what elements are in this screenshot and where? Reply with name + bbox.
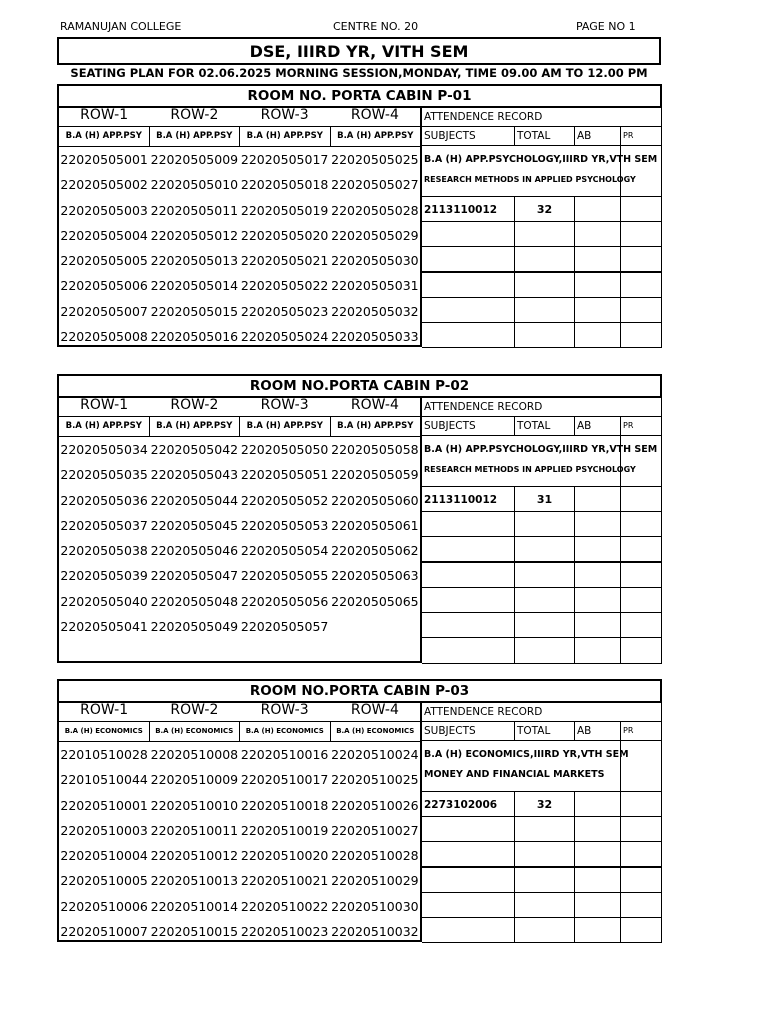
roll-number: 22020505063 xyxy=(331,568,419,584)
blank-cell xyxy=(620,841,662,867)
blank-cell xyxy=(422,246,515,272)
roll-number: 22020505043 xyxy=(150,467,239,483)
roll-number: 22020505054 xyxy=(240,543,329,559)
roll-number: 22020505053 xyxy=(240,517,329,533)
blank-cell xyxy=(514,892,575,918)
roll-number: 22020510032 xyxy=(331,924,419,940)
seat-row xyxy=(59,538,420,563)
blank-cell xyxy=(620,511,662,537)
blank-cell xyxy=(514,221,575,247)
blank-cell xyxy=(620,322,662,348)
attendance-record-label: ATTENDENCE RECORD xyxy=(422,701,662,722)
blank-cell xyxy=(574,536,621,562)
row-label: ROW-1 xyxy=(80,397,129,413)
roll-number: 22020505035 xyxy=(60,467,148,483)
seat-row xyxy=(59,172,420,197)
roll-number: 22010510028 xyxy=(60,747,148,762)
roll-number: 22020505039 xyxy=(60,568,148,584)
roll-number: 22020505022 xyxy=(240,278,329,294)
blank-cell xyxy=(514,297,575,323)
roll-number: 22020505029 xyxy=(331,227,419,243)
room-title: ROOM NO. PORTA CABIN P-01 xyxy=(57,84,662,108)
course-headers xyxy=(59,127,420,147)
pr-value-cell xyxy=(620,486,662,512)
roll-number: 22020505014 xyxy=(150,278,239,294)
blank-cell xyxy=(422,867,515,893)
roll-number: 22020505011 xyxy=(150,202,239,218)
roll-number: 22020510004 xyxy=(60,848,148,864)
total-heading: TOTAL xyxy=(514,416,575,436)
blank-cell xyxy=(574,297,621,323)
course-headers xyxy=(59,417,420,437)
room-grid xyxy=(57,701,662,942)
roll-number: 22020505059 xyxy=(331,467,419,483)
blank-cell xyxy=(422,841,515,867)
blank-cell xyxy=(620,867,662,893)
blank-cell xyxy=(620,612,662,638)
ab-value-cell xyxy=(574,791,621,817)
roll-number xyxy=(240,639,330,664)
roll-number: 22020505007 xyxy=(60,303,148,319)
paper-code-cell: 2113110012 xyxy=(422,486,515,512)
subject-name-cell: MONEY AND FINANCIAL MARKETS xyxy=(422,765,621,791)
blank-cell xyxy=(422,816,515,842)
roll-number: 22020505001 xyxy=(60,152,148,167)
roll-number: 22020510012 xyxy=(150,848,239,864)
blank-cell xyxy=(620,221,662,247)
roll-number: 22020510025 xyxy=(331,772,419,788)
total-value-cell: 32 xyxy=(514,791,575,817)
roll-number: 22020510029 xyxy=(331,873,419,889)
roll-number: 22020505030 xyxy=(331,253,419,269)
blank-cell xyxy=(574,867,621,893)
blank-cell xyxy=(574,612,621,638)
blank-cell xyxy=(574,246,621,272)
pr-value-cell xyxy=(620,196,662,222)
pr-block xyxy=(620,435,662,487)
roll-number: 22020510009 xyxy=(150,772,239,788)
roll-number: 22020505052 xyxy=(240,492,329,508)
total-heading: TOTAL xyxy=(514,721,575,741)
roll-number: 22020510024 xyxy=(331,747,419,762)
roll-number: 22020505032 xyxy=(331,303,419,319)
course-header: B.A (H) APP.PSY xyxy=(59,417,150,436)
blank-cell xyxy=(422,536,515,562)
roll-number: 22020510019 xyxy=(240,822,329,838)
pr-heading: PR xyxy=(620,416,662,436)
total-value-cell: 31 xyxy=(514,486,575,512)
seat-row xyxy=(59,742,420,767)
roll-number: 22020510011 xyxy=(150,822,239,838)
blank-cell xyxy=(620,562,662,588)
blank-cell xyxy=(514,511,575,537)
paper-code-cell: 2273102006 xyxy=(422,791,515,817)
seat-row xyxy=(59,513,420,538)
roll-number: 22020505020 xyxy=(240,227,329,243)
row-label: ROW-1 xyxy=(80,702,129,718)
blank-cell xyxy=(514,536,575,562)
room-grid xyxy=(57,106,662,347)
blank-cell xyxy=(574,511,621,537)
seat-row xyxy=(59,437,420,462)
attendance-record-label: ATTENDENCE RECORD xyxy=(422,106,662,127)
blank-cell xyxy=(574,637,621,663)
blank-cell xyxy=(422,892,515,918)
roll-number: 22020510021 xyxy=(240,873,329,889)
blank-cell xyxy=(422,917,515,943)
seat-row xyxy=(59,639,420,664)
blank-cell xyxy=(620,297,662,323)
roll-number: 22020505051 xyxy=(240,467,329,483)
course-header: B.A (H) ECONOMICS xyxy=(336,727,415,735)
course-header: B.A (H) APP.PSY xyxy=(337,131,414,141)
room-p03 xyxy=(57,679,662,940)
pr-block xyxy=(620,145,662,197)
row-label: ROW-2 xyxy=(170,702,219,718)
row-labels xyxy=(59,106,420,127)
roll-number: 22020505006 xyxy=(60,278,148,294)
row-label: ROW-3 xyxy=(260,702,309,718)
roll-number: 22020505009 xyxy=(150,152,239,167)
subject-course-cell: B.A (H) ECONOMICS,IIIRD YR,VTH SEM xyxy=(422,740,621,766)
row-label: ROW-2 xyxy=(170,397,219,413)
blank-cell xyxy=(514,816,575,842)
course-header: B.A (H) APP.PSY xyxy=(150,417,241,436)
subjects-heading: SUBJECTS xyxy=(422,416,515,436)
seat-row xyxy=(59,843,420,868)
roll-number: 22020505037 xyxy=(60,517,148,533)
subject-name-cell: RESEARCH METHODS IN APPLIED PSYCHOLOGY xyxy=(422,170,621,196)
seat-row xyxy=(59,299,420,324)
row-labels xyxy=(59,396,420,417)
roll-number: 22020505062 xyxy=(331,543,419,559)
row-label: ROW-3 xyxy=(260,107,309,123)
page-title: DSE, IIIRD YR, VITH SEM xyxy=(57,37,661,65)
seat-block xyxy=(57,106,422,347)
roll-number: 22020510022 xyxy=(240,898,329,914)
seat-block xyxy=(57,396,422,663)
ab-heading: AB xyxy=(574,126,621,146)
row-labels xyxy=(59,701,420,722)
room-grid xyxy=(57,396,662,663)
centre-number: CENTRE NO. 20 xyxy=(333,20,419,33)
blank-cell xyxy=(620,536,662,562)
attendance-record xyxy=(422,106,662,347)
row-label: ROW-3 xyxy=(260,397,309,413)
roll-number: 22020510008 xyxy=(150,747,239,762)
roll-number: 22020505003 xyxy=(60,202,148,218)
roll-number: 22020505056 xyxy=(240,593,329,609)
paper-code-cell: 2113110012 xyxy=(422,196,515,222)
roll-number: 22020505023 xyxy=(240,303,329,319)
roll-number: 22020505004 xyxy=(60,227,148,243)
seat-row xyxy=(59,589,420,614)
blank-cell xyxy=(422,322,515,348)
course-header: B.A (H) APP.PSY xyxy=(240,417,331,436)
blank-cell xyxy=(620,637,662,663)
blank-cell xyxy=(620,587,662,613)
ab-value-cell xyxy=(574,196,621,222)
blank-cell xyxy=(514,917,575,943)
roll-number: 22020505027 xyxy=(331,177,419,193)
blank-cell xyxy=(422,297,515,323)
roll-number: 22020510018 xyxy=(240,797,329,813)
pr-block xyxy=(620,740,662,792)
roll-number: 22020505028 xyxy=(331,202,419,218)
roll-number: 22020505034 xyxy=(60,442,148,457)
roll-number: 22020505041 xyxy=(60,619,148,635)
seat-row xyxy=(59,563,420,588)
roll-number: 22020505038 xyxy=(60,543,148,559)
room-title: ROOM NO.PORTA CABIN P-02 xyxy=(57,374,662,398)
seat-row xyxy=(59,198,420,223)
roll-number: 22020510028 xyxy=(331,848,419,864)
roll-number: 22020505040 xyxy=(60,593,148,609)
blank-cell xyxy=(514,867,575,893)
roll-number: 22020510005 xyxy=(60,873,148,889)
seat-row xyxy=(59,273,420,298)
seat-row xyxy=(59,488,420,513)
roll-number: 22020510016 xyxy=(240,747,329,762)
row-label: ROW-4 xyxy=(350,107,399,123)
roll-number xyxy=(59,639,149,664)
roll-number: 22020505047 xyxy=(150,568,239,584)
blank-cell xyxy=(574,587,621,613)
seat-row xyxy=(59,919,420,944)
room-p01 xyxy=(57,84,662,345)
roll-number: 22020505018 xyxy=(240,177,329,193)
blank-cell xyxy=(422,587,515,613)
course-header: B.A (H) APP.PSY xyxy=(59,127,150,146)
seat-row xyxy=(59,868,420,893)
blank-cell xyxy=(422,272,515,298)
roll-number: 22020505057 xyxy=(240,619,329,635)
blank-cell xyxy=(620,246,662,272)
blank-cell xyxy=(620,917,662,943)
roll-number: 22020505060 xyxy=(331,492,419,508)
roll-number: 22020505042 xyxy=(150,442,239,457)
roll-number: 22020505061 xyxy=(331,517,419,533)
seat-row xyxy=(59,894,420,919)
total-value-cell: 32 xyxy=(514,196,575,222)
college-name: RAMANUJAN COLLEGE xyxy=(60,20,182,33)
blank-cell xyxy=(620,272,662,298)
row-label: ROW-4 xyxy=(350,397,399,413)
roll-number: 22010510044 xyxy=(60,772,148,788)
blank-cell xyxy=(574,272,621,298)
subjects-heading: SUBJECTS xyxy=(422,126,515,146)
roll-number: 22020510015 xyxy=(150,924,239,940)
subjects-heading: SUBJECTS xyxy=(422,721,515,741)
blank-cell xyxy=(574,841,621,867)
pr-value-cell xyxy=(620,791,662,817)
roll-number: 22020510003 xyxy=(60,822,148,838)
roll-number: 22020510023 xyxy=(240,924,329,940)
roll-number: 22020505005 xyxy=(60,253,148,269)
roll-number: 22020505012 xyxy=(150,227,239,243)
roll-number: 22020510017 xyxy=(240,772,329,788)
course-headers xyxy=(59,722,420,742)
roll-number: 22020510026 xyxy=(331,797,419,813)
roll-number: 22020505065 xyxy=(331,593,419,609)
roll-number: 22020505036 xyxy=(60,492,148,508)
blank-cell xyxy=(422,612,515,638)
ab-value-cell xyxy=(574,486,621,512)
roll-number xyxy=(330,614,420,639)
blank-cell xyxy=(620,892,662,918)
roll-number: 22020510030 xyxy=(331,898,419,914)
roll-number: 22020510013 xyxy=(150,873,239,889)
roll-number: 22020505010 xyxy=(150,177,239,193)
roll-number: 22020505008 xyxy=(60,329,148,345)
pr-heading: PR xyxy=(620,126,662,146)
seat-row xyxy=(59,147,420,172)
course-header: B.A (H) APP.PSY xyxy=(150,127,241,146)
seat-row xyxy=(59,462,420,487)
blank-cell xyxy=(514,612,575,638)
roll-number: 22020505048 xyxy=(150,593,239,609)
course-header: B.A (H) APP.PSY xyxy=(240,127,331,146)
row-label: ROW-1 xyxy=(80,107,129,123)
roll-number: 22020510001 xyxy=(60,797,148,813)
blank-cell xyxy=(574,562,621,588)
roll-number: 22020505055 xyxy=(240,568,329,584)
blank-cell xyxy=(514,637,575,663)
roll-number: 22020505049 xyxy=(150,619,239,635)
blank-cell xyxy=(574,816,621,842)
blank-cell xyxy=(574,892,621,918)
roll-number: 22020505045 xyxy=(150,517,239,533)
subject-course-cell: B.A (H) APP.PSYCHOLOGY,IIIRD YR,VTH SEM xyxy=(422,145,621,171)
roll-number: 22020505058 xyxy=(331,442,419,457)
page-number: PAGE NO 1 xyxy=(576,20,636,33)
roll-number: 22020505050 xyxy=(240,442,329,457)
blank-cell xyxy=(514,322,575,348)
seat-row xyxy=(59,614,420,639)
attendance-record xyxy=(422,396,662,663)
roll-number: 22020505046 xyxy=(150,543,239,559)
blank-cell xyxy=(514,246,575,272)
seat-row xyxy=(59,793,420,818)
seat-row xyxy=(59,223,420,248)
blank-cell xyxy=(514,587,575,613)
blank-cell xyxy=(422,562,515,588)
blank-cell xyxy=(514,272,575,298)
session-subtitle: SEATING PLAN FOR 02.06.2025 MORNING SESSION,MONDAY, TIME 09.00 AM TO 12.00 PM xyxy=(70,66,648,80)
roll-number xyxy=(149,639,239,664)
roll-number: 22020505021 xyxy=(240,253,329,269)
attendance-record-label: ATTENDENCE RECORD xyxy=(422,396,662,417)
pr-heading: PR xyxy=(620,721,662,741)
roll-number: 22020505017 xyxy=(240,152,329,167)
roll-number: 22020505033 xyxy=(331,329,419,345)
course-header: B.A (H) APP.PSY xyxy=(337,421,414,431)
blank-cell xyxy=(620,816,662,842)
roll-number xyxy=(330,639,420,664)
blank-cell xyxy=(574,917,621,943)
seat-block xyxy=(57,701,422,942)
roll-number: 22020505015 xyxy=(150,303,239,319)
seat-row xyxy=(59,818,420,843)
course-header: B.A (H) ECONOMICS xyxy=(240,722,331,741)
roll-number: 22020505013 xyxy=(150,253,239,269)
roll-number: 22020505002 xyxy=(60,177,148,193)
course-header: B.A (H) ECONOMICS xyxy=(150,722,241,741)
room-title: ROOM NO.PORTA CABIN P-03 xyxy=(57,679,662,703)
course-header: B.A (H) ECONOMICS xyxy=(59,722,150,741)
ab-heading: AB xyxy=(574,721,621,741)
row-label: ROW-4 xyxy=(350,702,399,718)
seat-row xyxy=(59,324,420,349)
attendance-record xyxy=(422,701,662,942)
ab-heading: AB xyxy=(574,416,621,436)
roll-number: 22020510027 xyxy=(331,822,419,838)
roll-number: 22020510006 xyxy=(60,898,148,914)
blank-cell xyxy=(514,841,575,867)
roll-number: 22020510007 xyxy=(60,924,148,940)
roll-number: 22020510014 xyxy=(150,898,239,914)
row-label: ROW-2 xyxy=(170,107,219,123)
room-p02 xyxy=(57,374,662,635)
roll-number: 22020510010 xyxy=(150,797,239,813)
roll-number: 22020505031 xyxy=(331,278,419,294)
roll-number: 22020505044 xyxy=(150,492,239,508)
seat-row xyxy=(59,248,420,273)
blank-cell xyxy=(422,637,515,663)
roll-number: 22020510020 xyxy=(240,848,329,864)
roll-number: 22020505025 xyxy=(331,152,419,167)
roll-number: 22020505024 xyxy=(240,329,329,345)
seat-row xyxy=(59,767,420,792)
blank-cell xyxy=(422,511,515,537)
roll-number: 22020505016 xyxy=(150,329,239,345)
subject-name-cell: RESEARCH METHODS IN APPLIED PSYCHOLOGY xyxy=(422,460,621,486)
blank-cell xyxy=(422,221,515,247)
roll-number: 22020505019 xyxy=(240,202,329,218)
subject-course-cell: B.A (H) APP.PSYCHOLOGY,IIIRD YR,VTH SEM xyxy=(422,435,621,461)
blank-cell xyxy=(574,322,621,348)
blank-cell xyxy=(574,221,621,247)
blank-cell xyxy=(514,562,575,588)
total-heading: TOTAL xyxy=(514,126,575,146)
